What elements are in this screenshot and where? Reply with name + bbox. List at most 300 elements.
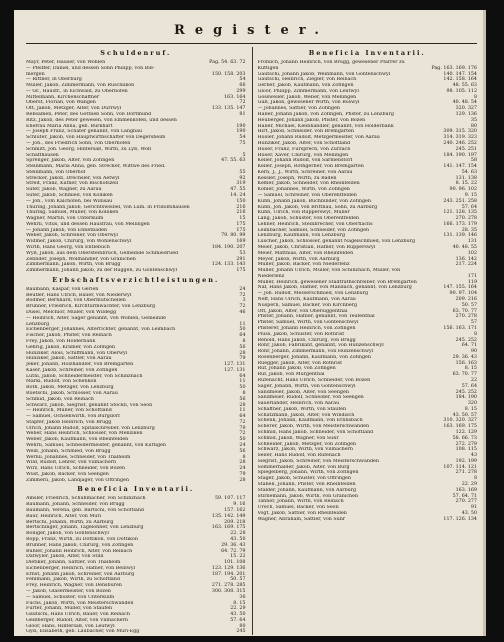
- entry-name: Steinmann, von Oberhof: [26, 169, 86, 175]
- entry-pages: 243. 251. 258: [443, 198, 477, 204]
- entry-name: Sommerhalder, Jakob, Alter, von Burg: [257, 464, 350, 470]
- entry-pages: 57. 64: [461, 204, 477, 210]
- entry-pages: 124. 133. 143: [211, 262, 246, 268]
- entry-name: Bertschi, Johann, Wirth, zu Aarburg: [26, 519, 114, 525]
- entry-name: Stäger, Jakob, Schuster, von Oftringen: [257, 476, 351, 482]
- entry-pages: 79: [239, 471, 246, 477]
- entry-pages: 192. 199: [455, 458, 477, 464]
- entry-name: Hirt, Jakob, Schneider, von Bremgarten: [257, 129, 354, 135]
- entry-name: Frey, Heinrich, Wagner, von Densbüren: [26, 583, 122, 589]
- entry-name: Gerber, Jakob, Kaufmann, von Zofingen: [257, 83, 354, 89]
- entry-pages: 163. 169. 175: [443, 424, 477, 430]
- entry-name: Haller, Michael, Kleinhändler, genannt, von Holderbank: [257, 123, 394, 129]
- entry-name: — Rittner, in Oberburg: [26, 77, 82, 83]
- entry-pages: 47. 55: [230, 187, 246, 193]
- entry-pages: 8: [473, 331, 477, 337]
- entry-pages: 64: [239, 373, 246, 379]
- entry-name: Pfisterer, Johann Heinrich, von Zofingen: [257, 325, 356, 331]
- entry-pages: 8. 15: [464, 366, 477, 372]
- entry-name: Oberst, Florian, von Wangen: [26, 100, 96, 106]
- entry-name: Wirth, Hans Georg, von Entlebuch: [26, 245, 110, 250]
- entry-name: Keller, Joseph, Rothgerber, von Bremgarten: [257, 164, 364, 170]
- index-entry: [26, 478, 246, 484]
- entry-name: Jeker, Johann, Holzhändler, von Bremgarten: [26, 362, 134, 368]
- entry-name: Mayr, Peter, Häuser, von Wohlen: [26, 60, 106, 65]
- entry-pages: 54: [239, 135, 246, 141]
- entry-pages: 57. 64: [461, 383, 477, 389]
- entry-name: Streit, Franz, Küfner, von Bischofszell: [26, 181, 119, 187]
- entry-name: Scherer, Jakob, Wirth, von Meisterschwanden: [257, 424, 370, 430]
- entry-pages: 135. 142. 149: [211, 513, 246, 519]
- left-column: [26, 47, 246, 635]
- entry-name: Heuberger, Johann Jakob, Pfister, von Bözen: [257, 117, 366, 123]
- section-heading: Erbschaftsverzichtleistungen.: [52, 275, 220, 284]
- entry-name: Lenzburg: [26, 321, 50, 327]
- entry-pages: 175: [236, 221, 246, 227]
- entry-pages: 119: [467, 279, 477, 285]
- entry-name: Pfister, Johann, Hafner, genannt, von Teufenthal: [257, 314, 375, 320]
- entry-pages: 245. 252: [455, 389, 477, 395]
- entry-name: Dätwyler, Jakob, Alter, von Stilli: [26, 554, 104, 560]
- entry-pages: 98. 105. 112: [446, 88, 477, 94]
- entry-name: Guß, Jakob, gewesener Wirth, von Boswyl: [257, 100, 360, 106]
- entry-pages: 108. 115: [455, 447, 477, 453]
- entry-pages: 175: [236, 227, 246, 233]
- entry-pages: 271. 278. 285: [211, 583, 246, 589]
- entry-name: Weber, Hans Heinrich, Schlosser, von Menziken: [26, 431, 143, 437]
- entry-name: Strecker, Jakob, Drechsler, von Aetwyl: [26, 175, 120, 181]
- entry-name: — Johann Jakob, von Ennetbaden: [26, 227, 108, 233]
- entry-name: Suter, Jakob, Wagner, zu Aarau: [26, 187, 102, 193]
- entry-pages: 50: [239, 327, 246, 333]
- entry-pages: 29. 36. 43: [221, 542, 246, 548]
- entry-pages: Pag. 54. 63. 72: [209, 60, 246, 65]
- entry-name: Roth, Jakob, Metzger, von Lenzburg: [26, 385, 114, 391]
- entry-pages: 163. 164: [224, 94, 246, 100]
- page-edge: [483, 10, 486, 636]
- entry-name: Pfister, Samuel, Wirth, von Gontenschwyl: [257, 320, 359, 326]
- entry-pages: 28. 35: [461, 227, 477, 233]
- entry-name: Gossweiler, Jakob, Weber, von Mellingen: [257, 94, 357, 100]
- entry-pages: 300. 308. 315: [211, 588, 246, 594]
- entry-pages: 15. 22: [230, 554, 246, 560]
- entry-name: Kessler, Joseph, Wirth, zu Baden: [257, 175, 337, 181]
- entry-name: Müller, Jakob, Zimmermann, von Rüschlikon: [26, 83, 135, 89]
- entry-pages: 29. 36. 43: [452, 354, 477, 360]
- entry-name: Sandmeier, Jakob, Alter, von Seengen: [257, 389, 349, 395]
- entry-pages: 50. 57: [230, 577, 246, 583]
- entry-name: Hunziker, Jakob, Sattler, von Aarau: [26, 356, 112, 362]
- entry-name: Thüring, Samuel, Müller, von Kölliken: [26, 210, 119, 216]
- entry-name: Haller, Johann Jakob, von Zofingen, Pfister, zu Lenzburg: [257, 112, 394, 118]
- entry-pages: 8. 15: [464, 406, 477, 412]
- entry-pages: 90. 96. 102: [449, 187, 477, 193]
- entry-name: Vogt, Jakob, Sattler, von Rheinfelden: [257, 510, 347, 516]
- entry-name: Käser, Jakob, Schreiner, von Zofingen: [26, 367, 118, 373]
- entry-name: — Joh., vom Kalchofen, bei Willisau: [26, 198, 113, 204]
- entry-pages: 184. 190: [455, 395, 477, 401]
- entry-pages: 22. 29: [230, 606, 246, 612]
- entry-name: Küttigen: [257, 65, 279, 71]
- entry-name: Bopp, Franz, Wirth, zu Dottikon, von Dottikon: [26, 536, 138, 542]
- entry-name: Geißberger, Rudolf, Alter, von Villnachern: [26, 617, 128, 623]
- entry-name: Schaffhausen: [26, 152, 59, 158]
- entry-name: Lüscher, Jakob, Schlosser, genannt Nagelschmied, von Lenzburg: [257, 239, 416, 245]
- entry-name: Brunner, Friedrich, Kirchturmwächter, von Lenzburg: [26, 304, 156, 310]
- entry-name: Märki, Rudolf, von Schenkon: [26, 379, 97, 385]
- entry-pages: 319: [236, 181, 246, 187]
- entry-name: Müller, Heinrich, gewesener Stadtrathschreiber, von Bremgarten: [257, 279, 417, 285]
- entry-name: Wirz, Hans Ulrich, Schneider, von Bözen: [26, 466, 125, 472]
- entry-pages: 72: [239, 431, 246, 437]
- entry-pages: 8: [473, 476, 477, 482]
- entry-pages: 81: [239, 112, 246, 118]
- entry-pages: 11: [239, 379, 246, 385]
- entry-pages: 35: [470, 117, 477, 123]
- entry-name: — Pfeiffer, Daniel, und dessen Sohn Philipp, von Biß-: [26, 65, 155, 71]
- entry-pages: 216: [236, 210, 246, 216]
- entry-name: Schmitt, Joh. Georg, Hintersäß, Wirth, zu Lyß, Wöfl: [26, 146, 152, 152]
- entry-name: Leimbacher, Samuel, Schneider, von Zofingen: [257, 227, 370, 233]
- entry-name: — Samuel, Schuster, von Unterkulm: [26, 594, 115, 600]
- entry-pages: 271. 278: [455, 470, 477, 476]
- entry-name: Stalder, Johann, Kaufmann, von Aarburg: [257, 487, 357, 493]
- entry-name: Neff, Hans Ulrich, Kaufmann, von Aarau: [257, 297, 356, 303]
- entry-name: Schatzmann, Jakob, Alter, von Windisch: [257, 412, 355, 418]
- entry-pages: 320. 327: [455, 106, 477, 112]
- entry-pages: 91: [470, 505, 477, 511]
- entry-name: Beutler, Hans Ulrich, Bauer, von Niederwyl: [26, 292, 132, 298]
- entry-pages: 14. 24: [230, 192, 246, 198]
- entry-name: Widmer, Jakob, Chirurg, von Wohlenschwyl: [26, 239, 132, 245]
- entry-pages: 24: [239, 286, 246, 292]
- entry-pages: 8: [473, 94, 477, 100]
- entry-pages: 80: [239, 623, 246, 629]
- entry-pages: 8: [242, 338, 246, 344]
- entry-name: Weber, Jakob, Schreiner, von Oberwyl: [26, 233, 118, 239]
- entry-pages: 90. 97. 104: [449, 291, 477, 297]
- entry-pages: 57. 64: [230, 617, 246, 623]
- entry-pages: 58. 66. 73: [452, 435, 477, 441]
- entry-pages: 54. 63: [461, 169, 477, 175]
- entry-pages: 50: [239, 385, 246, 391]
- entry-pages: 107. 114. 121: [443, 464, 477, 470]
- entry-name: Huser, Xaver, Chirurg, von Mellingen: [257, 152, 349, 158]
- entry-name: Suter, Jakob, Schmied, von Kölliken: [26, 192, 113, 198]
- entry-pages: 79: [239, 356, 246, 362]
- entry-pages: 131. 139. 146: [443, 233, 477, 239]
- entry-name: Kuhn, Ulrich, von Rupperswyl, Müller: [257, 210, 350, 216]
- entry-pages: 121. 128. 135: [443, 210, 477, 216]
- entry-name: Sauerländer, Heinrich, von Aarau: [257, 401, 340, 407]
- entry-pages: 63. 70. 77: [452, 372, 477, 378]
- entry-pages: 72: [239, 292, 246, 298]
- entry-name: Baumann, Johann, Schneider, von Brugg: [26, 502, 125, 508]
- entry-pages: 133. 135. 147: [211, 106, 246, 112]
- entry-name: Keßler, Jakob, Schneider, von Rheinfelden: [257, 181, 360, 187]
- entry-pages: 157. 162: [224, 508, 246, 514]
- entry-name: Schlüter, Jakob, von Hauptwirthschafter von Degersheim: [26, 135, 166, 141]
- entry-pages: 209. 216: [455, 297, 477, 303]
- entry-name: Bühler, Johann Heinrich, Alter, von Reinach: [26, 548, 133, 554]
- entry-pages: 190: [236, 123, 246, 129]
- entry-name: Kern, J., J., Wirth, Schreiner, von Aarau: [257, 169, 353, 175]
- entry-pages: 320: [467, 401, 477, 407]
- entry-pages: 90: [470, 349, 477, 355]
- entry-pages: 50. 57: [461, 302, 477, 308]
- entry-pages: 43. 50. 57: [452, 412, 477, 418]
- entry-pages: 57: [470, 320, 477, 326]
- entry-name: Bertschinger, Johann, Tagelöhner, von Lenzburg: [26, 525, 144, 531]
- entry-pages: 56: [239, 396, 246, 402]
- entry-name: Ruf, Johann Jakob, von Zofingen: [257, 366, 336, 372]
- entry-pages: 147. 155. 164: [443, 285, 477, 291]
- entry-name: — Heinrich, Alter, Sager genannt, von Wohlen, Gemeinde: [26, 315, 166, 321]
- entry-pages: 117. 126. 134: [443, 516, 477, 522]
- entry-name: Urech, Samuel, Bäcker, von Seon: [257, 505, 339, 511]
- entry-pages: 102: [467, 250, 477, 256]
- entry-name: Gloor, Hans, Hintersäß, von Leutwyl: [26, 623, 115, 629]
- entry-name: Dietiker, Johann, Sattler, von Thalheim: [26, 560, 121, 566]
- entry-name: Huser, Franz, Fürsprech, von Zurzach: [257, 146, 351, 152]
- entry-name: Fischer, Jakob, Pfister, von Reinach: [26, 333, 112, 339]
- entry-pages: 270. 277: [455, 499, 477, 505]
- entry-name: Baumann, Verena, geb. Bärtschi, von Schöftland: [26, 508, 144, 514]
- entry-name: — Joseph Franz, Schäfer genannt, von Langnau: [26, 129, 143, 135]
- entry-pages: 123. 129. 136: [211, 565, 246, 571]
- entry-pages: 150. 158. 203: [211, 71, 246, 77]
- entry-name: Frey, Jakob, von Holderbank: [26, 338, 96, 344]
- entry-pages: 3: [242, 298, 246, 304]
- entry-pages: 129. 136: [455, 112, 477, 118]
- entry-name: — Joh., des Friedrich Sohn, von Oberhofen: [26, 140, 131, 146]
- entry-pages: 11: [239, 321, 246, 327]
- entry-name: Schwarz, Jakob, Wirth, von Villnachern: [257, 447, 353, 453]
- entry-pages: 245: [236, 629, 246, 635]
- entry-pages: 141. 147. 154: [443, 164, 477, 170]
- entry-name: Schmid, Jakob, von Reinach: [26, 396, 94, 402]
- entry-name: Stäheli, Johann, Pfister, von Rheinfelden: [257, 482, 356, 488]
- entry-name: — Samuel, Schreiner, von Oberentfelden: [257, 192, 357, 198]
- entry-pages: 299: [236, 88, 246, 94]
- entry-name: Weber, Jakob, Kaufmann, von Rheinfelden: [26, 437, 129, 443]
- entry-name: Rüegger, Jakob, Alter, von Rothrist: [257, 360, 343, 366]
- entry-name: — Joh. Rudolf, Messerschmied, von Lenzburg: [257, 291, 369, 297]
- entry-pages: 63. 70. 77: [452, 308, 477, 314]
- entry-name: Düsel, Melchior, Müller, von Wildegg: [26, 310, 117, 316]
- section-heading: Beneficia Inventarii.: [308, 49, 426, 57]
- entry-name: Ritz, Jakob, des Peter gewesen, von Emmenkofen, und dessen: [26, 117, 177, 123]
- entry-pages: 40. 48. 54: [452, 100, 477, 106]
- entry-pages: 270. 278: [455, 314, 477, 320]
- entry-pages: 46: [239, 310, 246, 316]
- two-column-index: [26, 47, 477, 635]
- entry-pages: 291: [236, 256, 246, 262]
- index-entry: [26, 629, 246, 635]
- entry-name: Lang, Jakob, Schuster, von Oberentfelden: [257, 216, 359, 222]
- entry-name: Schwarz, Jakob, Siegrist, genannt Stöckli, von Seon: [26, 402, 153, 408]
- entry-pages: 59. 107. 117: [214, 496, 246, 502]
- entry-name: Sandmeier, Rudolf, Schneider, von Seengen: [257, 395, 364, 401]
- entry-name: Rohr, Johann, Zimmermann, von Hunzenschwyl: [257, 349, 374, 355]
- entry-name: Kuhn, Joh. Jakob, von Brittnau, Sohn, zu Aarburg: [257, 204, 378, 210]
- entry-pages: 56: [239, 448, 246, 454]
- entry-pages: 166. 173. 179: [443, 221, 477, 227]
- entry-name: Fuchs, Jakob, Wirth, von Meisterschwanden: [26, 600, 134, 606]
- entry-name: — Johannes, Sattler, von Zofingen: [257, 106, 341, 112]
- entry-name: Stapfer, Jakob Heinrich, von Brugg: [26, 419, 112, 425]
- entry-pages: 80: [470, 123, 477, 129]
- entry-name: Mittelmann, Kirchenschaffner: [26, 94, 100, 100]
- entry-pages: 240. 246. 252: [443, 140, 477, 146]
- entry-name: Lenzburg, Kaufmann, von Lenzburg: [257, 233, 346, 239]
- entry-pages: 15: [239, 216, 246, 222]
- entry-pages: 79. 80. 99: [221, 233, 246, 239]
- entry-name: Baur, Heinrich, Alter, von Muri: [26, 513, 102, 519]
- entry-name: Ernst, Johann Jakob, Schreiner, von Aarburg: [26, 571, 135, 577]
- entry-pages: 54: [239, 77, 246, 83]
- entry-pages: 131: [467, 239, 477, 245]
- entry-pages: 72: [239, 100, 246, 106]
- entry-pages: 209. 218: [224, 519, 246, 525]
- entry-name: Steinmann, Maria Anna, geb. Strecker, Wittwe des Fried.: [26, 164, 166, 170]
- entry-name: Sager, Johann, Wirth, von Gontenschwyl: [257, 383, 356, 389]
- entry-pages: 47. 55. 63: [221, 158, 246, 164]
- entry-pages: 22. 29: [461, 482, 477, 488]
- entry-pages: 190: [236, 129, 246, 135]
- entry-name: Müller, Jakob, Bäcker, von Niederlenz: [257, 262, 350, 268]
- entry-pages: 217. 224: [455, 262, 477, 268]
- entry-name: Keller, Johann Rudolf, von Sarmenstorf: [257, 158, 353, 164]
- entry-pages: 43. 50: [461, 510, 477, 516]
- entry-name: Hunziker, Alois, Schiffmann, von Oberwyl: [26, 350, 128, 356]
- entry-name: Spiegelberg, Johann, Wirth, von Zofingen: [257, 470, 359, 476]
- entry-pages: 245. 251: [455, 146, 477, 152]
- entry-name: Schenk, Johann, Kaufmann, von Erlinsbach: [257, 418, 363, 424]
- entry-name: Zehnder, Joseph, Wollhändler, von Gränichen: [26, 256, 136, 262]
- entry-pages: 57. 64. 71: [452, 493, 477, 499]
- entry-name: Sprenger, Jakob, Alter, von Zofingen: [26, 158, 115, 164]
- entry-pages: 171: [467, 273, 477, 279]
- entry-name: Ehefrau Maria Anna, geb. Burkhart: [26, 123, 113, 129]
- entry-name: Thüring, Johann Jakob, Gerichtsweibel, von Lüm. in Fridolfshausen: [26, 204, 190, 210]
- entry-pages: 8: [242, 390, 246, 396]
- entry-name: Stirnemann, Jakob, Wirth, von Gränichen: [257, 493, 359, 499]
- entry-name: Näf, Hans Jakob, Hafner, von Mandach, genannt, von Lenzburg: [257, 285, 412, 291]
- entry-name: Ott, Jakob, Metzger, Alter, von Dürrwyl: [26, 106, 122, 112]
- entry-name: Ott, Jakob, Alter, von Obersiggenthal: [257, 308, 348, 314]
- register-page: [14, 10, 486, 636]
- entry-pages: 184. 190. 197: [443, 152, 477, 158]
- entry-name: Bodmer, Bernhard, von Obermutschellen: [26, 298, 126, 304]
- entry-name: Zimmermann, Johann Jakob, zu der Rüggen, zu Gontenschwyl: [26, 268, 177, 274]
- entry-name: Tanner, Johann, Wirth, von Reinach: [257, 499, 344, 505]
- entry-name: Zimmerli, Jakob, Landjäger, von Oftringen: [26, 477, 129, 483]
- entry-pages: 72: [239, 419, 246, 425]
- entry-name: — Samuel, Ochsenwirth, von Burgdorf: [26, 414, 120, 420]
- entry-pages: 75: [239, 140, 246, 146]
- entry-name: Rohr, Jakob, Fabrikant, genannt, von Hunzenschwyl: [257, 343, 384, 349]
- entry-pages: 53: [239, 250, 246, 256]
- entry-name: Nüsperli, Samuel, Bäcker, von Kirchberg: [257, 302, 358, 308]
- entry-name: Wild, Rudolf, Lehrer, von Villnachern: [26, 460, 117, 466]
- entry-name: Amsler, Friedrich, Schuhmacher, von Schinznach: [26, 496, 146, 502]
- entry-pages: 50: [239, 437, 246, 443]
- entry-pages: 8: [242, 454, 246, 460]
- entry-name: Wernli, Johannes, Schneider, von Thalheim: [26, 454, 131, 460]
- entry-pages: 184. 190. 207: [211, 245, 246, 250]
- entry-pages: 55: [239, 169, 246, 175]
- entry-name: Brunner, Hans Jakob, Chirurg, von Zofingen: [26, 542, 134, 548]
- entry-pages: 163. 169: [455, 487, 477, 493]
- entry-pages: 169: [236, 239, 246, 245]
- entry-name: Seiler, Hans Rudolf, von Rüfenach: [257, 453, 341, 459]
- entry-name: Bolliger, Jakob, von Gontenschwyl: [26, 531, 109, 537]
- entry-pages: 92: [239, 175, 246, 181]
- right-column: [252, 47, 478, 635]
- entry-name: Meier, Jakob, Christian, Hafner, von Rupperswyl: [257, 245, 376, 250]
- page-title: Register.: [174, 23, 329, 38]
- entry-pages: 72: [239, 304, 246, 310]
- entry-pages: 150: [236, 198, 246, 204]
- entry-pages: 187. 194. 201: [211, 571, 246, 577]
- entry-pages: 24: [239, 443, 246, 448]
- entry-pages: 8. 15. 22: [455, 181, 477, 187]
- entry-name: Wüst, Jakob, Bäcker, von Seengen: [26, 471, 109, 477]
- entry-pages: 163. 169. 175: [211, 525, 246, 531]
- entry-pages: 309. 315. 320: [443, 129, 477, 135]
- entry-pages: 131. 138: [455, 175, 477, 181]
- entry-name: Wehrli, Vitus, und dessen Hausfrau, von Mellingen: [26, 221, 150, 227]
- entry-pages: 28: [239, 460, 246, 466]
- entry-pages: 216: [236, 204, 246, 210]
- entry-pages: 11: [239, 408, 246, 414]
- entry-name: Gautschi, Johann Jakob, Weinmann, von Gontenschwyl: [257, 71, 391, 77]
- entry-name: Meyer, Jakob, Wirth, von Aarburg: [257, 256, 340, 262]
- entry-name: Ruf, Jakob, von Murgenthal: [257, 372, 325, 378]
- entry-name: Gloor, Philipp, Zimmermann, von Leutwyl: [257, 88, 359, 94]
- entry-pages: 314. 319. 323: [443, 135, 477, 141]
- entry-name: — Heinrich, Müller, von Schöftland: [26, 408, 112, 414]
- entry-name: Müller, Johann Ulrich, Müller, von Schinznach, Müller, von: [257, 268, 401, 274]
- entry-name: Baumann, Kaspar, von Gerlen: [26, 286, 99, 292]
- entry-pages: 101. 108: [224, 560, 246, 566]
- entry-name: Furter, Johann, Müller, von Staufen: [26, 606, 113, 612]
- entry-name: Gehrig, Jakob, Krämer, von Zofingen: [26, 344, 116, 350]
- entry-pages: 24: [239, 466, 246, 472]
- entry-pages: 175: [236, 268, 246, 274]
- entry-pages: 79: [239, 425, 246, 431]
- entry-name: Eichenberger, Johannes, Alterrichter, genannt, von Leimbach: [26, 327, 176, 333]
- index-entry: [258, 517, 478, 523]
- entry-name: Eichenberger, Heinrich, Hafner, von Beinwyl: [26, 565, 136, 571]
- entry-name: Fehlmann, Jakob, Wirth, zu Schöftland: [26, 577, 120, 583]
- entry-pages: 156. 163: [455, 360, 477, 366]
- index-entry: [26, 268, 246, 274]
- entry-pages: 8. 15: [233, 600, 246, 606]
- entry-name: Lüthi, Jakob, Schneidermeister, von Schinznach: [26, 373, 143, 379]
- entry-name: Rebsamen, Peter, des Gottlieb Sohn, von Dortmund: [26, 112, 152, 118]
- entry-pages: 245. 252: [455, 337, 477, 343]
- entry-pages: 22: [470, 377, 477, 383]
- entry-pages: 66: [239, 83, 246, 89]
- entry-pages: 64. 72. 79: [221, 548, 246, 554]
- entry-name: Rüfenacht, Hans Ulrich, Schneider, von Bözen: [257, 377, 371, 383]
- entry-pages: 28: [239, 350, 246, 356]
- entry-name: Schmid, Jakob, Wagner, von Suhr: [257, 435, 339, 441]
- entry-name: Wehrli, Samuel, Schneidermeister, genannt, von Küttigen: [26, 443, 166, 448]
- entry-pages: 43: [470, 453, 477, 459]
